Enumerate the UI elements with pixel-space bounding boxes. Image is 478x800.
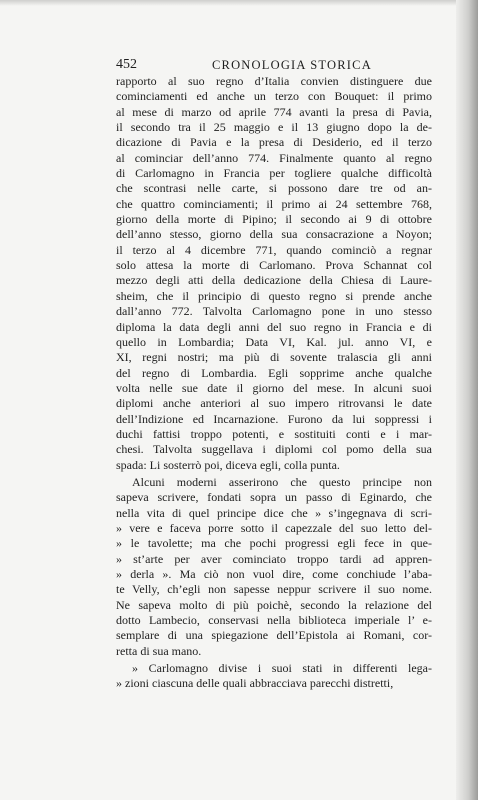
text-line: XI, regni nostri; ma più di sovente tralascia gli anni — [116, 350, 432, 365]
text-line: giorno della morte di Pipino; il secondo ai 9 di ottobre — [116, 212, 432, 227]
text-line: diplomi anche anteriori al suo impero ritrovansi le date — [116, 396, 432, 411]
text-line: sheim, che il principio di questo regno si prende anche — [116, 288, 432, 303]
text-line: » st’arte per aver cominciato troppo tardi ad appren- — [116, 551, 432, 566]
text-line: dall’anno 772. Talvolta Carlomagno pone in uno stesso — [116, 304, 432, 319]
page-top-edge — [0, 0, 478, 6]
text-line: che quattro cominciamenti; il primo ai 24 settembre 768, — [116, 196, 432, 211]
text-line: al mese di marzo od aprile 774 avanti la presa di Pavia, — [116, 104, 432, 119]
text-line: chesi. Talvolta suggellava i diplomi col pomo della sua — [116, 442, 432, 457]
text-line: » le tavolette; ma che pochi progressi egli fece in que- — [116, 536, 432, 551]
text-line: il terzo al 4 dicembre 771, quando cominciò a regnar — [116, 242, 432, 257]
text-line: il secondo tra il 25 maggio e il 13 giugno dopo la de- — [116, 120, 432, 135]
text-line: mezzo degli atti della dedicazione della Chiesa di Laure- — [116, 273, 432, 288]
text-line: sapeva scrivere, fondati sopra un passo di Eginardo, che — [116, 490, 432, 505]
text-line: » zioni ciascuna delle quali abbracciava parecchi distretti, — [116, 676, 394, 691]
text-line: solo attesa la morte di Carlomano. Prova Schannat col — [116, 258, 432, 273]
text-line: di Carlomagno in Francia per togliere qualche difficoltà — [116, 166, 432, 181]
paragraph-start-line: » Carlomagno divise i suoi stati in differenti lega- — [132, 661, 432, 676]
text-line: rapporto al suo regno d’Italia convien distinguere due — [116, 74, 432, 88]
text-line: » vere e faceva porre sotto il capezzale del suo letto del- — [116, 520, 432, 535]
body-text — [116, 74, 432, 692]
paragraph-start-line: Alcuni moderni asserirono che questo principe non — [132, 474, 432, 489]
page-header — [116, 57, 428, 75]
text-line: quello in Lombardia; Data VI, Kal. jul. anno VI, e — [116, 334, 432, 349]
text-line: spada: Li sosterrò poi, diceva egli, colla punta. — [116, 457, 340, 472]
text-line: retta di sua mano. — [116, 643, 202, 658]
text-line: del regno di Lombardia. Egli sopprime anche qualche — [116, 365, 432, 380]
page-gutter-shadow — [456, 0, 478, 800]
text-line: dicazione di Pavia e la presa di Desiderio, ed il terzo — [116, 135, 432, 150]
running-title: CRONOLOGIA STORICA — [212, 58, 372, 72]
text-line: te Velly, ch’egli non sapesse neppur scrivere il suo nome. — [116, 582, 432, 597]
text-line: » derla ». Ma ciò non vuol dire, come conchiude l’aba- — [116, 567, 432, 581]
text-line: dell’Indizione ed Incarnazione. Furono da lui soppressi i — [116, 411, 432, 426]
text-line: al cominciar dell’anno 774. Finalmente quanto al regno — [116, 150, 432, 165]
text-line: Ne sapeva molto di più poichè, secondo la relazione del — [116, 597, 432, 612]
text-line: dotto Lambecio, conservasi nella biblioteca imperiale l’ e- — [116, 613, 432, 628]
text-line: dell’anno stesso, giorno della sua consacrazione a Noyon; — [116, 227, 432, 242]
page-number: 452 — [116, 57, 137, 72]
text-line: duchi fattisi troppo potenti, e sostituiti conti e i mar- — [116, 426, 432, 441]
text-line: che scontrasi nelle carte, si possono dare tre od an- — [116, 181, 432, 196]
text-line: diploma la data degli anni del suo regno in Francia e di — [116, 319, 432, 334]
text-line: volta nelle sue date il giorno del mese. In alcuni suoi — [116, 380, 432, 395]
text-line: semplare di una spiegazione dell’Epistola ai Romani, cor- — [116, 628, 432, 643]
text-line: cominciamenti ed anche un terzo con Bouquet: il primo — [116, 89, 432, 104]
text-line: nella vita di quel principe dice che » s’ingegnava di scri- — [116, 505, 432, 520]
